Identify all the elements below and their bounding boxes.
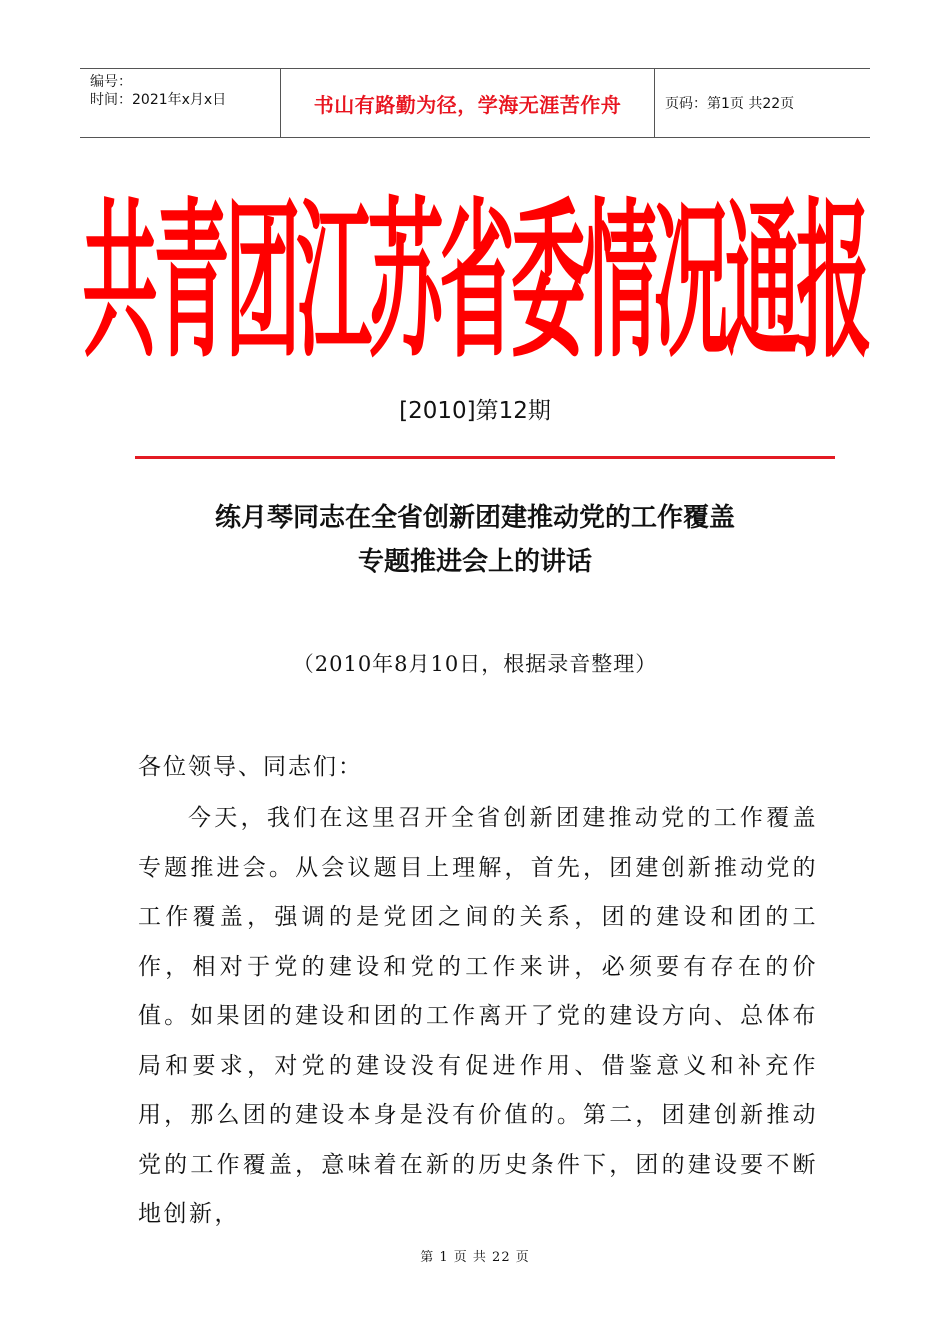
masthead-text: 共青团江苏省委情况通报 xyxy=(82,184,868,382)
document-title xyxy=(0,496,950,584)
number-label: 编号： xyxy=(90,74,132,90)
salutation: 各位领导、同志们： xyxy=(138,754,363,780)
page-info: 页码：第1页 共22页 xyxy=(665,96,795,112)
page-footer: 第 1 页 共 22 页 xyxy=(420,1250,530,1265)
motto: 书山有路勤为径，学海无涯苦作舟 xyxy=(280,69,655,137)
issue-number: [2010]第12期 xyxy=(399,398,551,424)
title-line-1: 练月琴同志在全省创新团建推动党的工作覆盖 xyxy=(214,503,735,533)
date-note: （2010年8月10日，根据录音整理） xyxy=(292,652,658,676)
body-paragraph: 今天，我们在这里召开全省创新团建推动党的工作覆盖专题推进会。从会议题目上理解，首先，团建创新推动党的工作覆盖，强调的是党团之间的关系，团的建设和团的工作，相对于党的建设和党的工作来讲，必须要有存在的价值。如果团的建设和团的工作离开了党的建设方向、总体布局和要求，对党的建设没有促进作用、借鉴意义和补充作用，那么团的建设本身是没有价值的。第二，团建创新推动党的工作覆盖，意味着在新的历史条件下，团的建设要不断地创新， xyxy=(138,805,818,1227)
title-line-2: 专题推进会上的讲话 xyxy=(357,547,592,577)
red-divider xyxy=(135,456,835,459)
time-label: 时间：2021年x月x日 xyxy=(90,92,227,108)
masthead xyxy=(0,178,950,388)
